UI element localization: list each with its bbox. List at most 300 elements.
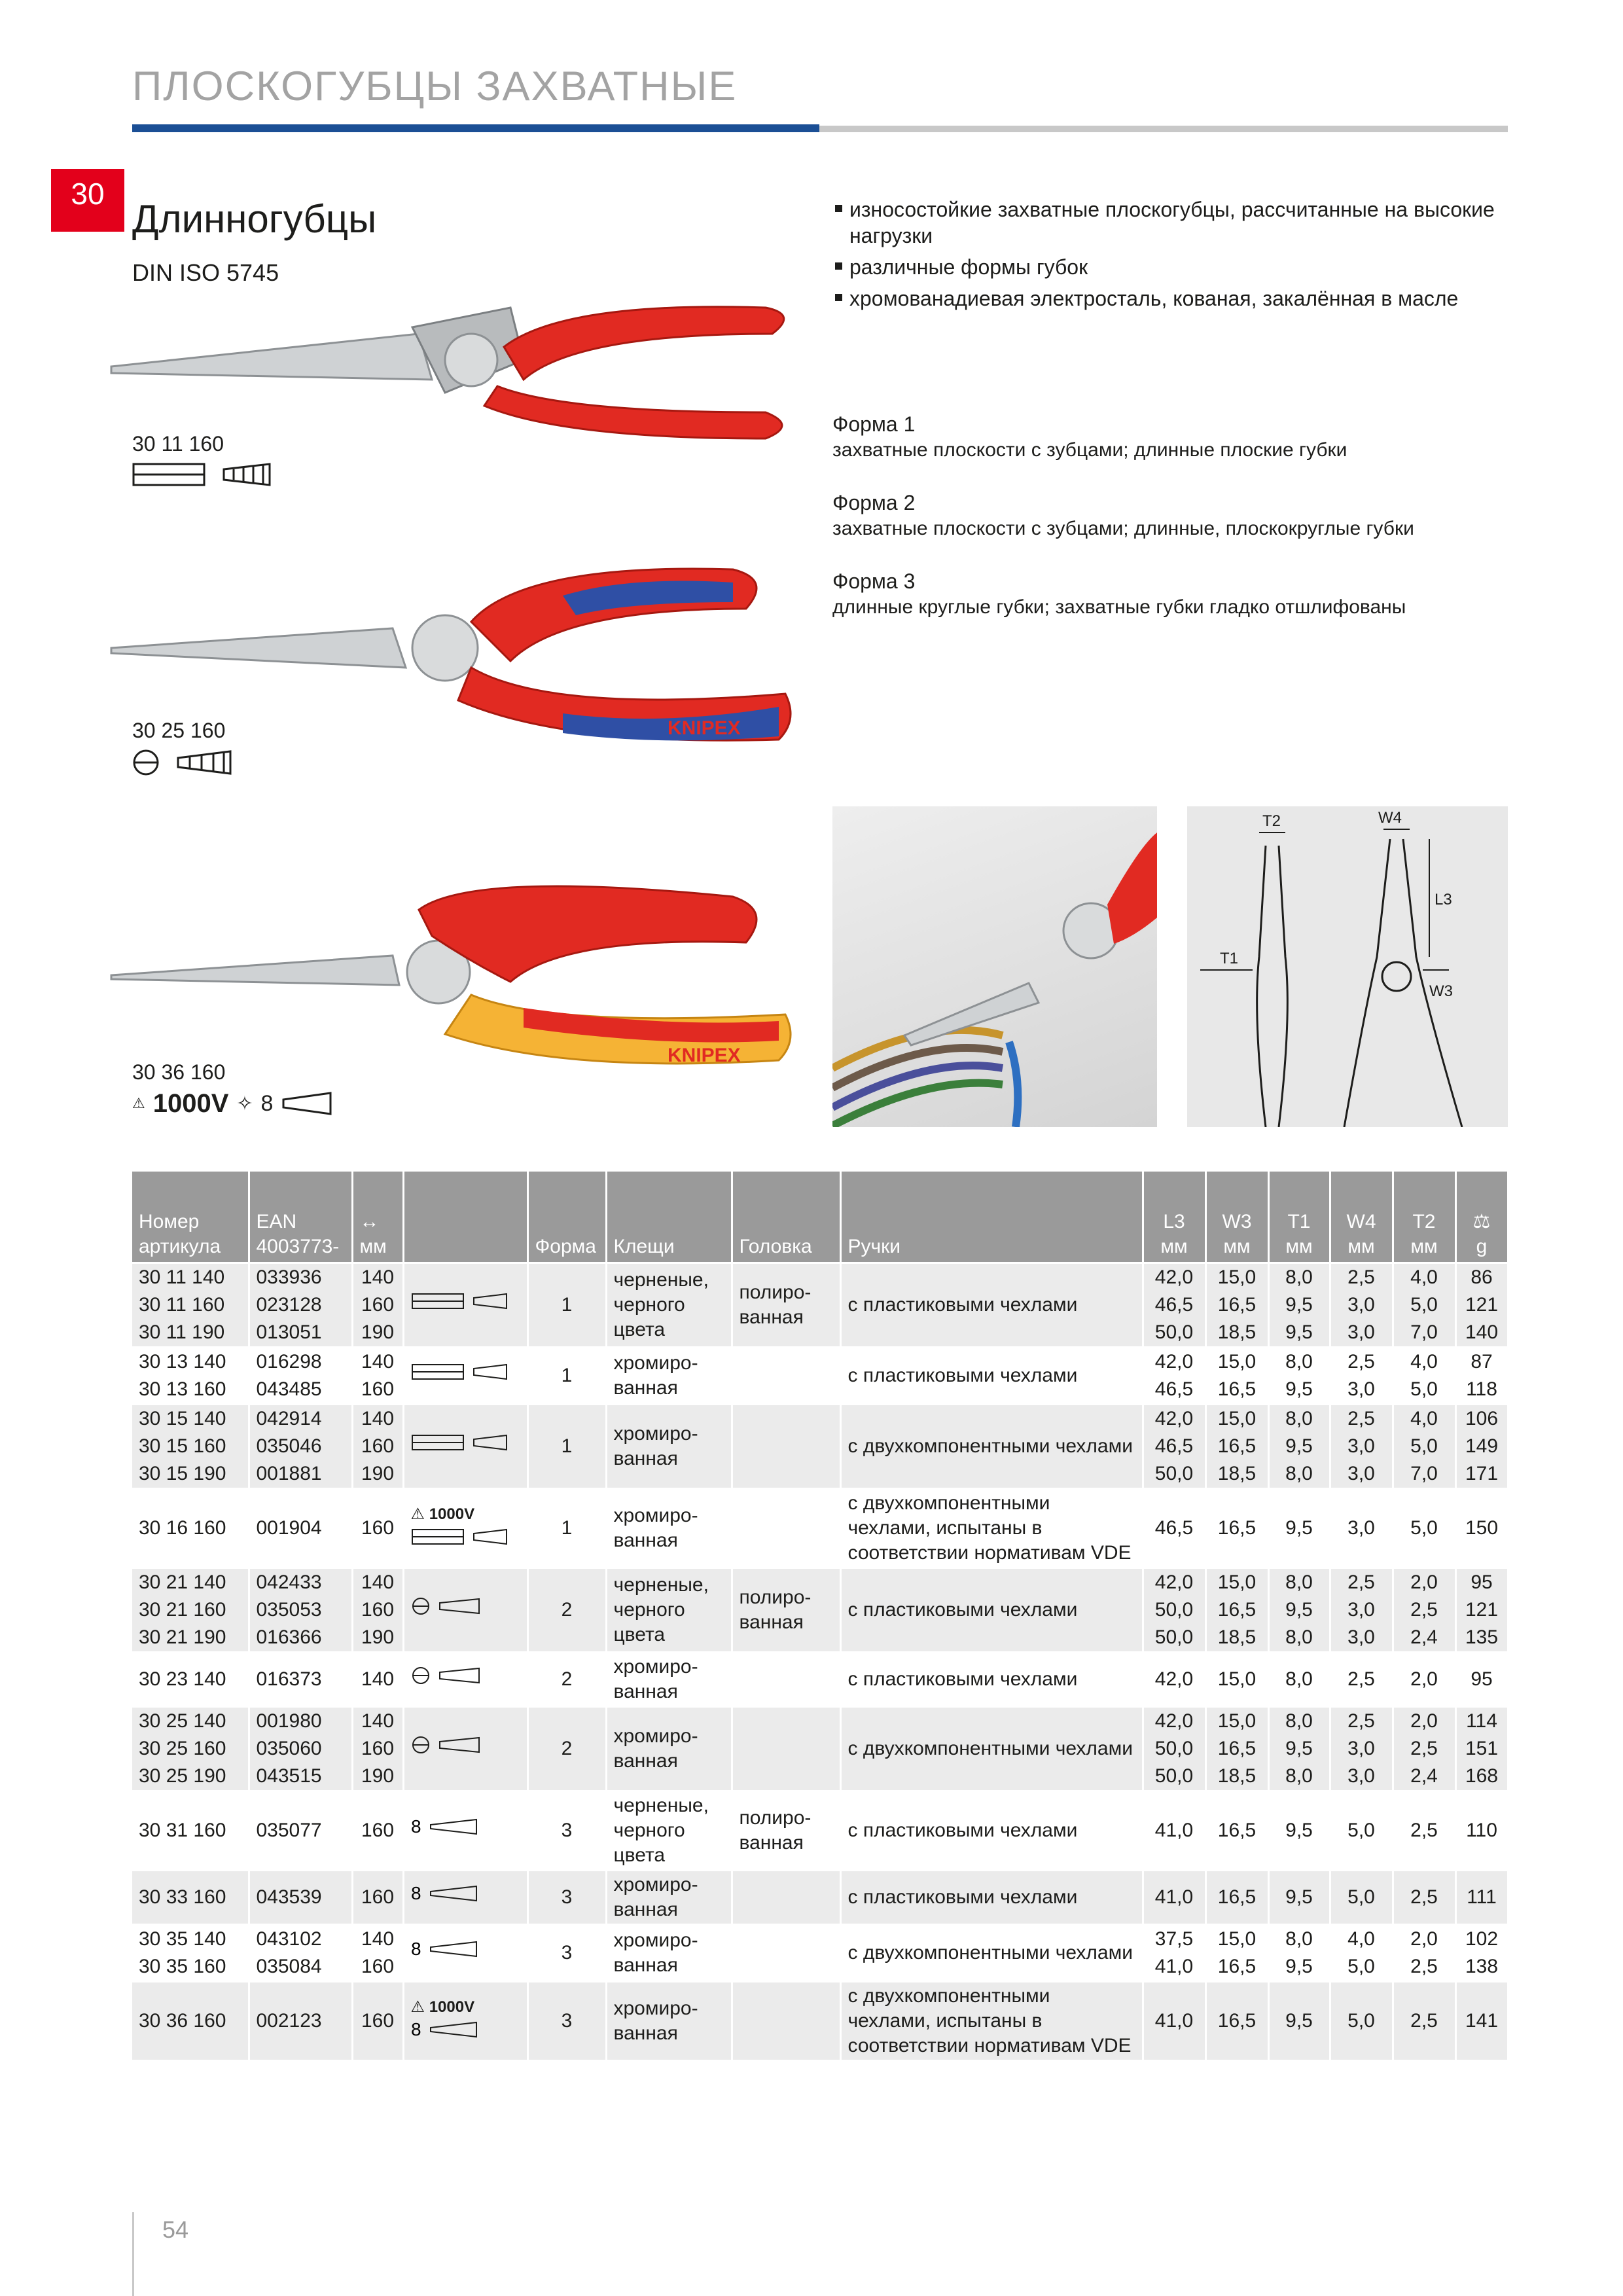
cell-ean: 035053 (249, 1596, 352, 1624)
table-row (132, 1925, 1508, 1954)
cell-g: 87 (1455, 1348, 1508, 1376)
cell-article: 30 31 160 (132, 1791, 249, 1871)
product-table (132, 1172, 1508, 2060)
cell-l3: 46,5 (1143, 1291, 1205, 1319)
cell-pliers: хромиро-ванная (606, 1653, 732, 1707)
voltage-badge: 1000V (152, 1088, 229, 1118)
section-title: ПЛОСКОГУБЦЫ ЗАХВАТНЫЕ (132, 63, 738, 109)
cell-w3: 18,5 (1205, 1763, 1268, 1791)
cell-t1: 8,0 (1268, 1460, 1330, 1489)
jaw-profile-icon (403, 1925, 527, 1982)
col-t1 (1268, 1172, 1330, 1263)
cell-handles: с двухкомпонентными чехлами (840, 1405, 1143, 1489)
cell-t1: 8,0 (1268, 1763, 1330, 1791)
cell-t2: 5,0 (1393, 1376, 1455, 1405)
cell-length: 160 (352, 1489, 403, 1568)
cell-ean: 043102 (249, 1925, 352, 1954)
cell-l3: 50,0 (1143, 1460, 1205, 1489)
cell-ean: 016366 (249, 1624, 352, 1653)
cell-t2: 2,5 (1393, 1735, 1455, 1763)
cell-length: 190 (352, 1763, 403, 1791)
cell-article: 30 11 140 (132, 1263, 249, 1292)
cell-head (732, 1653, 840, 1707)
cell-l3: 50,0 (1143, 1624, 1205, 1653)
cell-head (732, 1982, 840, 2060)
feature-item: различные формы губок (832, 254, 1513, 280)
pictured-3-icons (132, 1089, 333, 1118)
jaw-profile-icon (403, 1871, 527, 1925)
cell-w3: 15,0 (1205, 1653, 1268, 1707)
cell-l3: 50,0 (1143, 1319, 1205, 1348)
cell-article: 30 15 140 (132, 1405, 249, 1433)
cell-w3: 16,5 (1205, 1953, 1268, 1982)
length-unit: мм (359, 1236, 387, 1257)
cell-w3: 18,5 (1205, 1319, 1268, 1348)
cell-w3: 16,5 (1205, 1871, 1268, 1925)
page-number: 54 (162, 2216, 189, 2243)
cell-length: 140 (352, 1653, 403, 1707)
cell-pliers: черненые, черного цвета (606, 1791, 732, 1871)
cell-length: 140 (352, 1568, 403, 1597)
cell-l3: 42,0 (1143, 1263, 1205, 1292)
cell-t2: 2,0 (1393, 1653, 1455, 1707)
cell-t1: 9,5 (1268, 1376, 1330, 1405)
cell-t1: 8,0 (1268, 1624, 1330, 1653)
label-t1: T1 (1220, 950, 1239, 967)
cell-article: 30 35 140 (132, 1925, 249, 1954)
label-t2: T2 (1262, 812, 1281, 830)
pictured-code: 30 11 160 (132, 432, 224, 456)
cell-pliers: хромиро-ванная (606, 1707, 732, 1791)
cell-length: 160 (352, 1596, 403, 1624)
pliers-image-round-vde (105, 870, 812, 1080)
table-row (132, 1791, 1508, 1871)
cell-l3: 41,0 (1143, 1953, 1205, 1982)
cell-head: полиро-ванная (732, 1791, 840, 1871)
label-w3: W3 (1429, 982, 1453, 1000)
feature-item: хромованадиевая электросталь, кованая, закалённая в масле (832, 285, 1513, 312)
cell-w4: 2,5 (1330, 1263, 1393, 1292)
unit-mm: мм (1160, 1236, 1188, 1257)
cell-article: 30 13 140 (132, 1348, 249, 1376)
col-t2 (1393, 1172, 1455, 1263)
cell-w3: 16,5 (1205, 1433, 1268, 1460)
cell-form: 2 (527, 1707, 606, 1791)
cell-g: 171 (1455, 1460, 1508, 1489)
cell-w3: 16,5 (1205, 1982, 1268, 2060)
cell-ean: 035046 (249, 1433, 352, 1460)
svg-text:8: 8 (410, 1817, 421, 1837)
cell-w3: 16,5 (1205, 1791, 1268, 1871)
cell-length: 160 (352, 1376, 403, 1405)
cell-t2: 4,0 (1393, 1263, 1455, 1292)
cell-l3: 37,5 (1143, 1925, 1205, 1954)
cell-t2: 2,0 (1393, 1707, 1455, 1736)
cell-t1: 8,0 (1268, 1405, 1330, 1433)
col-w4 (1330, 1172, 1393, 1263)
cell-length: 140 (352, 1348, 403, 1376)
cell-length: 140 (352, 1263, 403, 1292)
cell-form: 2 (527, 1653, 606, 1707)
cell-pliers: черненые, черного цвета (606, 1263, 732, 1348)
cell-length: 160 (352, 1871, 403, 1925)
cell-w4: 3,0 (1330, 1596, 1393, 1624)
feature-list (832, 196, 1513, 317)
cell-head (732, 1925, 840, 1982)
cell-t2: 2,5 (1393, 1596, 1455, 1624)
cell-w3: 16,5 (1205, 1291, 1268, 1319)
cell-w4: 3,0 (1330, 1460, 1393, 1489)
cell-l3: 50,0 (1143, 1763, 1205, 1791)
cell-t1: 9,5 (1268, 1489, 1330, 1568)
cell-length: 190 (352, 1460, 403, 1489)
cell-l3: 42,0 (1143, 1405, 1205, 1433)
cell-w4: 3,0 (1330, 1624, 1393, 1653)
cell-ean: 042433 (249, 1568, 352, 1597)
cell-handles: с пластиковыми чехлами (840, 1348, 1143, 1405)
col-weight (1455, 1172, 1508, 1263)
voltage-badge: ⚠ 1000V (410, 1505, 475, 1523)
form-desc: захватные плоскости с зубцами; длинные, плоскокруглые губки (832, 518, 1414, 539)
cell-g: 140 (1455, 1319, 1508, 1348)
unit-g: g (1476, 1236, 1488, 1257)
cell-w4: 2,5 (1330, 1707, 1393, 1736)
cell-g: 118 (1455, 1376, 1508, 1405)
cell-handles: с двухкомпонентными чехлами (840, 1707, 1143, 1791)
cell-t1: 9,5 (1268, 1319, 1330, 1348)
cell-l3: 46,5 (1143, 1489, 1205, 1568)
cell-t2: 5,0 (1393, 1291, 1455, 1319)
jaw-profile-icon (403, 1263, 527, 1348)
cell-head (732, 1489, 840, 1568)
cell-t1: 8,0 (1268, 1263, 1330, 1292)
cell-w4: 5,0 (1330, 1953, 1393, 1982)
brand-mark: KNIPEX (668, 717, 741, 739)
cell-article: 30 15 190 (132, 1460, 249, 1489)
cell-length: 160 (352, 1433, 403, 1460)
table-header-row (132, 1172, 1508, 1263)
feature-item: износостойкие захватные плоскогубцы, рассчитанные на высокие нагрузки (832, 196, 1513, 249)
cell-t2: 2,5 (1393, 1871, 1455, 1925)
cell-t2: 2,0 (1393, 1568, 1455, 1597)
cell-article: 30 25 140 (132, 1707, 249, 1736)
cell-ean: 042914 (249, 1405, 352, 1433)
cell-l3: 41,0 (1143, 1982, 1205, 2060)
cell-w3: 15,0 (1205, 1707, 1268, 1736)
cell-length: 160 (352, 1953, 403, 1982)
cell-article: 30 13 160 (132, 1376, 249, 1405)
cell-article: 30 25 190 (132, 1763, 249, 1791)
col-article: Номер артикула (132, 1172, 249, 1263)
cell-ean: 043515 (249, 1763, 352, 1791)
jaw-profile-icon (403, 1791, 527, 1871)
cell-w3: 15,0 (1205, 1348, 1268, 1376)
cell-g: 151 (1455, 1735, 1508, 1763)
cell-g: 168 (1455, 1763, 1508, 1791)
cell-length: 140 (352, 1405, 403, 1433)
cell-article: 30 23 140 (132, 1653, 249, 1707)
cell-article: 30 11 190 (132, 1319, 249, 1348)
cell-t2: 2,4 (1393, 1763, 1455, 1791)
cell-t1: 8,0 (1268, 1653, 1330, 1707)
jaw-profile-icon (403, 1568, 527, 1653)
cell-t1: 9,5 (1268, 1735, 1330, 1763)
cell-ean: 002123 (249, 1982, 352, 2060)
label-w4: W4 (1378, 809, 1402, 827)
table-row (132, 1653, 1508, 1707)
form-title: Форма 3 (832, 569, 916, 593)
unit-mm: мм (1410, 1236, 1438, 1257)
cell-article: 30 21 160 (132, 1596, 249, 1624)
cell-t2: 5,0 (1393, 1489, 1455, 1568)
cell-pliers: хромиро-ванная (606, 1925, 732, 1982)
vde-triangle-icon: ⚠ (132, 1095, 145, 1111)
cell-g: 111 (1455, 1871, 1508, 1925)
cell-t1: 9,5 (1268, 1953, 1330, 1982)
jaw-taper-icon (281, 1090, 333, 1117)
table-row (132, 1568, 1508, 1597)
round-jaw-icon: 8 (260, 1090, 274, 1116)
cell-w4: 3,0 (1330, 1376, 1393, 1405)
cell-ean: 016373 (249, 1653, 352, 1707)
cell-w4: 2,5 (1330, 1348, 1393, 1376)
cell-article: 30 15 160 (132, 1433, 249, 1460)
cell-ean: 043485 (249, 1376, 352, 1405)
label-l3: L3 (1435, 891, 1452, 908)
cell-length: 160 (352, 1791, 403, 1871)
jaw-profile-icon (403, 1489, 527, 1568)
col-t2-label: T2 (1412, 1211, 1436, 1232)
brand-mark: KNIPEX (668, 1045, 741, 1066)
jaw-profile-flat-round-icon (132, 749, 237, 776)
cell-article: 30 36 160 (132, 1982, 249, 2060)
dimension-drawing (1187, 806, 1508, 1127)
cell-form: 1 (527, 1489, 606, 1568)
jaw-profile-icon (403, 1348, 527, 1405)
jaw-profile-icon (403, 1653, 527, 1707)
cell-length: 140 (352, 1925, 403, 1954)
unit-mm: мм (1347, 1236, 1375, 1257)
unit-mm: мм (1223, 1236, 1251, 1257)
cell-t2: 4,0 (1393, 1348, 1455, 1376)
svg-text:8: 8 (410, 1939, 421, 1959)
pictured-code: 30 36 160 (132, 1060, 226, 1084)
cell-w4: 5,0 (1330, 1791, 1393, 1871)
cell-l3: 41,0 (1143, 1791, 1205, 1871)
vde-mark-icon: ✧ (236, 1092, 253, 1115)
page-rule (132, 2212, 134, 2296)
cell-t1: 8,0 (1268, 1707, 1330, 1736)
table-row (132, 1871, 1508, 1925)
cell-article: 30 11 160 (132, 1291, 249, 1319)
cell-head (732, 1707, 840, 1791)
cell-ean: 013051 (249, 1319, 352, 1348)
cell-w4: 3,0 (1330, 1319, 1393, 1348)
cell-l3: 46,5 (1143, 1376, 1205, 1405)
cell-ean: 035077 (249, 1791, 352, 1871)
cell-t2: 4,0 (1393, 1405, 1455, 1433)
cell-w3: 16,5 (1205, 1735, 1268, 1763)
cell-handles: с пластиковыми чехлами (840, 1791, 1143, 1871)
cell-head: полиро-ванная (732, 1263, 840, 1348)
cell-w3: 18,5 (1205, 1460, 1268, 1489)
table-row (132, 1707, 1508, 1736)
cell-w3: 18,5 (1205, 1624, 1268, 1653)
cell-handles: с двухкомпонентными чехлами, испытаны в соответствии нормативам VDE (840, 1489, 1143, 1568)
voltage-badge: ⚠ 1000V (410, 1998, 475, 2016)
product-title: Длинногубцы (132, 197, 377, 241)
cell-w3: 15,0 (1205, 1405, 1268, 1433)
length-arrow-icon: ↔ (359, 1211, 380, 1232)
cell-head (732, 1405, 840, 1489)
cell-g: 121 (1455, 1291, 1508, 1319)
svg-text:8: 8 (410, 1884, 421, 1903)
cell-pliers: черненые, черного цвета (606, 1568, 732, 1653)
product-standard: DIN ISO 5745 (132, 259, 279, 286)
cell-w4: 2,5 (1330, 1653, 1393, 1707)
cell-w4: 3,0 (1330, 1433, 1393, 1460)
cell-ean: 001980 (249, 1707, 352, 1736)
cell-handles: с двухкомпонентными чехлами, испытаны в соответствии нормативам VDE (840, 1982, 1143, 2060)
table-row (132, 1982, 1508, 2060)
cell-ean: 043539 (249, 1871, 352, 1925)
cell-w3: 15,0 (1205, 1568, 1268, 1597)
cell-w3: 15,0 (1205, 1925, 1268, 1954)
cell-form: 2 (527, 1568, 606, 1653)
jaw-profile-flat-icon (132, 461, 276, 488)
cell-ean: 035060 (249, 1735, 352, 1763)
cell-form: 3 (527, 1791, 606, 1871)
cell-g: 141 (1455, 1982, 1508, 2060)
usage-photo (832, 806, 1157, 1127)
cell-article: 30 21 190 (132, 1624, 249, 1653)
cell-t1: 9,5 (1268, 1871, 1330, 1925)
cell-g: 135 (1455, 1624, 1508, 1653)
form-title: Форма 1 (832, 412, 916, 436)
cell-length: 160 (352, 1735, 403, 1763)
cell-article: 30 35 160 (132, 1953, 249, 1982)
cell-head (732, 1871, 840, 1925)
cell-length: 190 (352, 1624, 403, 1653)
col-ean: EAN 4003773- (249, 1172, 352, 1263)
cell-t2: 7,0 (1393, 1460, 1455, 1489)
col-l3-label: L3 (1163, 1211, 1185, 1232)
cell-w3: 16,5 (1205, 1489, 1268, 1568)
cell-t1: 8,0 (1268, 1925, 1330, 1954)
cell-ean: 001881 (249, 1460, 352, 1489)
col-length (352, 1172, 403, 1263)
cell-t1: 8,0 (1268, 1568, 1330, 1597)
cell-pliers: хромиро-ванная (606, 1405, 732, 1489)
table-row (132, 1263, 1508, 1292)
cell-t2: 5,0 (1393, 1433, 1455, 1460)
table-row (132, 1489, 1508, 1568)
cell-pliers: хромиро-ванная (606, 1982, 732, 2060)
col-l3 (1143, 1172, 1205, 1263)
cell-w3: 15,0 (1205, 1263, 1268, 1292)
cell-g: 138 (1455, 1953, 1508, 1982)
col-w3 (1205, 1172, 1268, 1263)
cell-length: 160 (352, 1982, 403, 2060)
header-rule-grey (819, 126, 1508, 132)
cell-t1: 9,5 (1268, 1291, 1330, 1319)
cell-g: 150 (1455, 1489, 1508, 1568)
cell-form: 1 (527, 1405, 606, 1489)
cell-ean: 001904 (249, 1489, 352, 1568)
cell-handles: с пластиковыми чехлами (840, 1653, 1143, 1707)
cell-w3: 16,5 (1205, 1596, 1268, 1624)
header-rule-blue (132, 124, 819, 132)
cell-l3: 42,0 (1143, 1653, 1205, 1707)
cell-length: 190 (352, 1319, 403, 1348)
cell-form: 1 (527, 1263, 606, 1348)
table-row (132, 1405, 1508, 1433)
col-pliers: Клещи (606, 1172, 732, 1263)
cell-t2: 2,5 (1393, 1982, 1455, 2060)
cell-t2: 2,5 (1393, 1791, 1455, 1871)
cell-handles: с пластиковыми чехлами (840, 1871, 1143, 1925)
cell-t1: 8,0 (1268, 1348, 1330, 1376)
col-head: Головка (732, 1172, 840, 1263)
cell-form: 3 (527, 1871, 606, 1925)
cell-form: 3 (527, 1982, 606, 2060)
cell-t2: 7,0 (1393, 1319, 1455, 1348)
pictured-code: 30 25 160 (132, 719, 226, 742)
jaw-profile-icon (403, 1982, 527, 2060)
cell-g: 86 (1455, 1263, 1508, 1292)
cell-article: 30 16 160 (132, 1489, 249, 1568)
form-descriptions (832, 411, 1513, 647)
cell-t1: 9,5 (1268, 1596, 1330, 1624)
svg-text:8: 8 (410, 2020, 421, 2039)
cell-l3: 41,0 (1143, 1871, 1205, 1925)
cell-l3: 50,0 (1143, 1596, 1205, 1624)
cell-form: 3 (527, 1925, 606, 1982)
col-t1-label: T1 (1287, 1211, 1311, 1232)
cell-g: 102 (1455, 1925, 1508, 1954)
cell-w4: 2,5 (1330, 1405, 1393, 1433)
col-form: Форма (527, 1172, 606, 1263)
cell-head: полиро-ванная (732, 1568, 840, 1653)
cell-w4: 2,5 (1330, 1568, 1393, 1597)
cell-g: 95 (1455, 1568, 1508, 1597)
form-desc: захватные плоскости с зубцами; длинные плоские губки (832, 439, 1347, 461)
cell-l3: 42,0 (1143, 1348, 1205, 1376)
unit-mm: мм (1285, 1236, 1313, 1257)
col-w3-label: W3 (1222, 1211, 1252, 1232)
cell-t2: 2,5 (1393, 1953, 1455, 1982)
cell-w3: 16,5 (1205, 1376, 1268, 1405)
cell-l3: 42,0 (1143, 1568, 1205, 1597)
cell-article: 30 25 160 (132, 1735, 249, 1763)
chapter-tab: 30 (51, 169, 124, 232)
jaw-profile-icon (403, 1707, 527, 1791)
cell-article: 30 21 140 (132, 1568, 249, 1597)
pliers-image-flat (105, 281, 812, 452)
cell-g: 121 (1455, 1596, 1508, 1624)
cell-w4: 4,0 (1330, 1925, 1393, 1954)
cell-pliers: хромиро-ванная (606, 1348, 732, 1405)
cell-handles: с пластиковыми чехлами (840, 1263, 1143, 1348)
form-desc: длинные круглые губки; захватные губки гладко отшлифованы (832, 596, 1406, 618)
cell-ean: 033936 (249, 1263, 352, 1292)
cell-t1: 9,5 (1268, 1433, 1330, 1460)
cell-pliers: хромиро-ванная (606, 1871, 732, 1925)
cell-l3: 46,5 (1143, 1433, 1205, 1460)
cell-article: 30 33 160 (132, 1871, 249, 1925)
cell-w4: 3,0 (1330, 1763, 1393, 1791)
cell-l3: 42,0 (1143, 1707, 1205, 1736)
